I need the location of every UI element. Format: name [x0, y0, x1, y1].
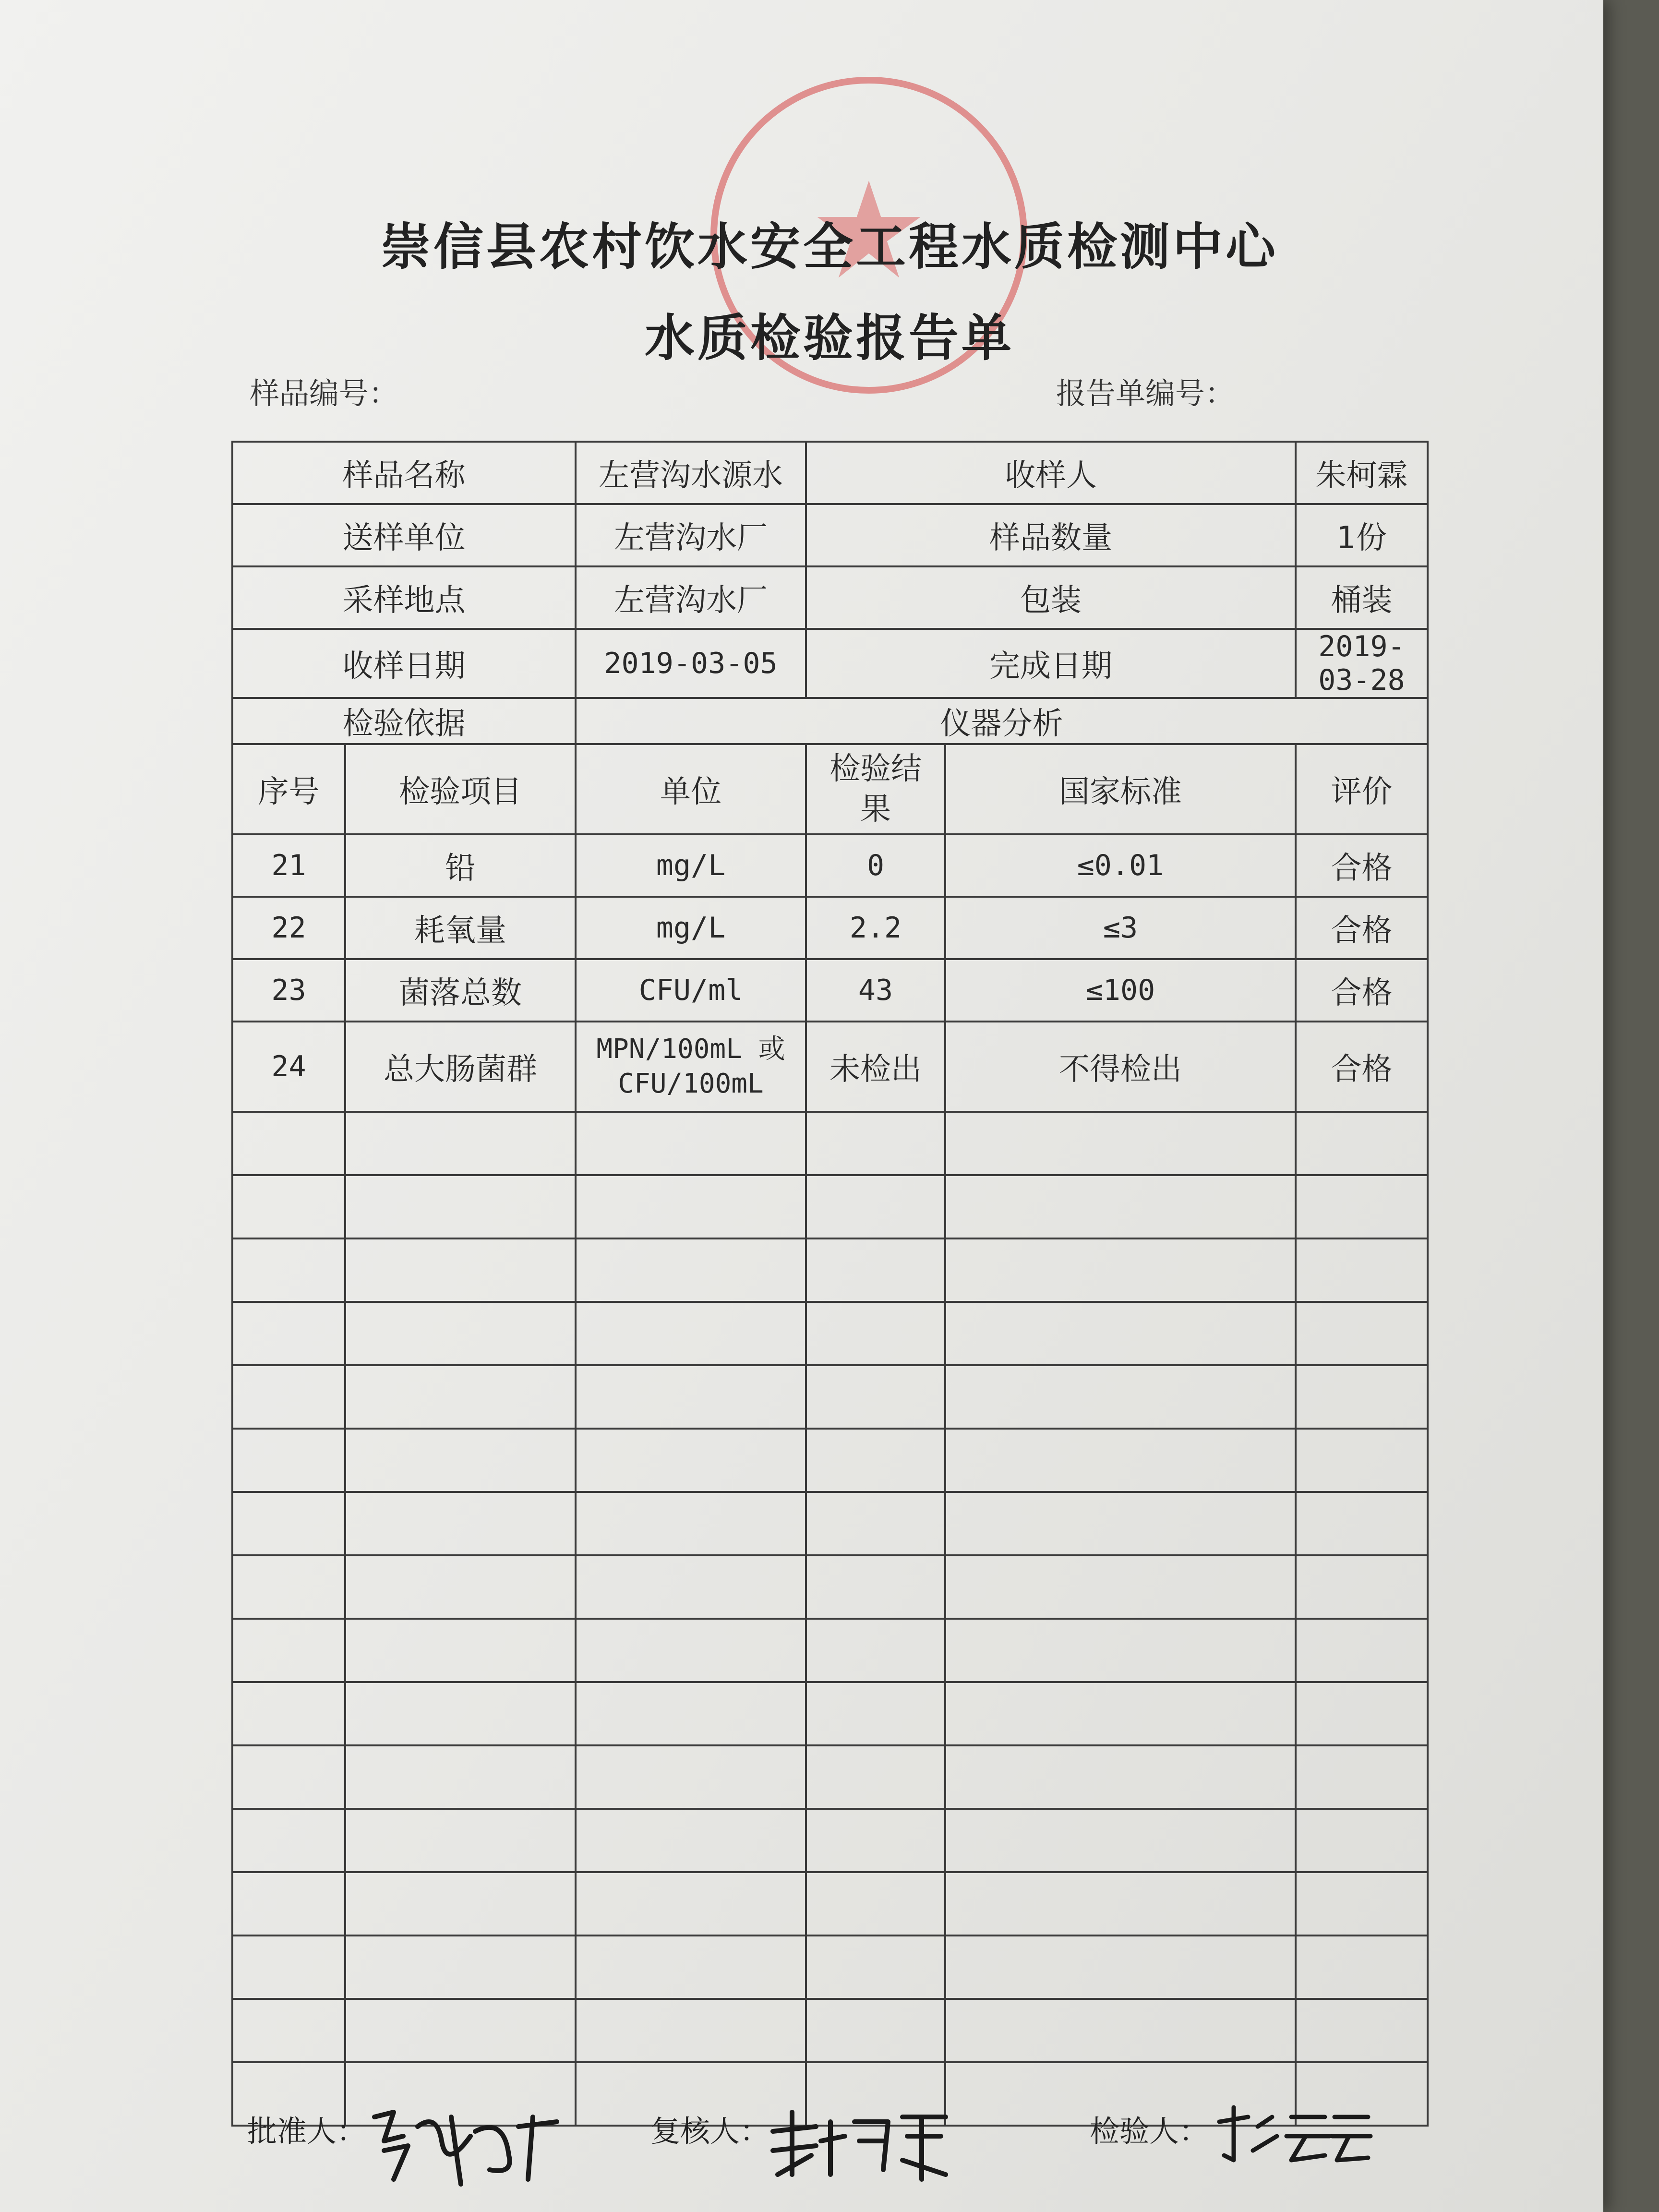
empty-row [232, 1429, 1428, 1492]
cell-evaluation: 合格 [1296, 959, 1428, 1022]
info-label: 收样人 [806, 442, 1296, 504]
empty-row [232, 1999, 1428, 2062]
inspector-signature [1210, 2098, 1373, 2170]
cell-index: 24 [232, 1022, 345, 1112]
info-value: 左营沟水厂 [576, 566, 806, 629]
cell-standard: ≤100 [945, 959, 1296, 1022]
info-value: 2019-03-05 [576, 629, 806, 698]
cell-result: 2.2 [806, 897, 945, 959]
info-label: 送样单位 [232, 504, 576, 566]
cell-index: 23 [232, 959, 345, 1022]
center-title: 崇信县农村饮水安全工程水质检测中心 [380, 217, 1278, 276]
header-cell: 检验项目 [345, 744, 576, 834]
empty-row [232, 1302, 1428, 1365]
cell-item: 铅 [345, 834, 576, 897]
info-value: 朱柯霖 [1296, 442, 1428, 504]
header-cell: 评价 [1296, 744, 1428, 834]
info-label: 采样地点 [232, 566, 576, 629]
cell-item: 总大肠菌群 [345, 1022, 576, 1112]
cell-unit: MPN/100mL 或 CFU/100mL [576, 1022, 806, 1112]
inspector-label: 检验人： [1090, 2114, 1209, 2149]
empty-row [232, 1619, 1428, 1682]
basis-value: 仪器分析 [576, 698, 1428, 744]
header-cell: 单位 [576, 744, 806, 834]
cell-unit: CFU/ml [576, 959, 806, 1022]
cell-evaluation: 合格 [1296, 834, 1428, 897]
cell-result: 未检出 [806, 1022, 945, 1112]
empty-row [232, 1112, 1428, 1175]
info-value: 左营沟水源水 [576, 442, 806, 504]
cell-result: 0 [806, 834, 945, 897]
table-row [232, 1022, 1428, 1112]
cell-standard: ≤3 [945, 897, 1296, 959]
reviewer-label: 复核人： [650, 2114, 770, 2149]
info-value: 左营沟水厂 [576, 504, 806, 566]
cell-unit: mg/L [576, 897, 806, 959]
empty-row [232, 1492, 1428, 1555]
table-row [232, 959, 1428, 1022]
empty-row [232, 1872, 1428, 1936]
empty-row [232, 1555, 1428, 1619]
cell-evaluation: 合格 [1296, 1022, 1428, 1112]
empty-row [232, 1238, 1428, 1302]
info-label: 完成日期 [806, 629, 1296, 698]
cell-item: 耗氧量 [345, 897, 576, 959]
header-cell: 检验结果 [806, 744, 945, 834]
basis-label: 检验依据 [232, 698, 576, 744]
basis-row [232, 698, 1428, 744]
empty-row [232, 1682, 1428, 1745]
cell-item: 菌落总数 [345, 959, 576, 1022]
table-header-row [232, 744, 1428, 834]
reviewer-signature [763, 2103, 955, 2184]
info-row [232, 442, 1428, 504]
cell-evaluation: 合格 [1296, 897, 1428, 959]
cell-result: 43 [806, 959, 945, 1022]
empty-row [232, 1365, 1428, 1429]
header-cell: 序号 [232, 744, 345, 834]
table-row [232, 834, 1428, 897]
empty-row [232, 1809, 1428, 1872]
approver-label: 批准人： [247, 2114, 367, 2149]
report-number-label: 报告单编号： [1056, 376, 1235, 411]
cell-index: 22 [232, 897, 345, 959]
info-row [232, 504, 1428, 566]
info-label: 包装 [806, 566, 1296, 629]
report-title: 水质检验报告单 [644, 309, 1014, 367]
info-label: 样品名称 [232, 442, 576, 504]
info-value: 1份 [1296, 504, 1428, 566]
cell-unit: mg/L [576, 834, 806, 897]
info-value: 桶装 [1296, 566, 1428, 629]
cell-index: 21 [232, 834, 345, 897]
header-cell: 国家标准 [945, 744, 1296, 834]
cell-standard: 不得检出 [945, 1022, 1296, 1112]
info-row [232, 629, 1428, 698]
cell-standard: ≤0.01 [945, 834, 1296, 897]
table-row [232, 897, 1428, 959]
approver-signature [365, 2098, 566, 2194]
empty-row [232, 1175, 1428, 1238]
info-label: 样品数量 [806, 504, 1296, 566]
info-value: 2019-03-28 [1296, 629, 1428, 698]
info-label: 收样日期 [232, 629, 576, 698]
report-table [231, 441, 1429, 2127]
empty-row [232, 1745, 1428, 1809]
empty-row [232, 1936, 1428, 1999]
info-row [232, 566, 1428, 629]
sample-number-label: 样品编号： [250, 376, 399, 411]
